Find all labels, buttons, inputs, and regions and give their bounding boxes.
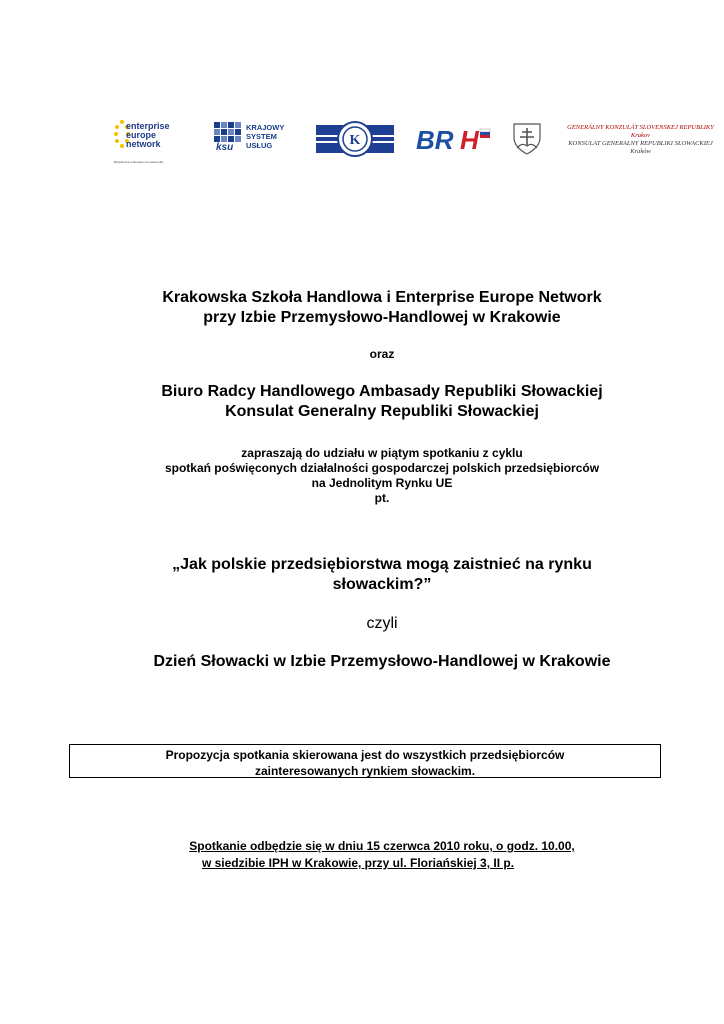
heading-line4: Konsulat Generalny Republiki Słowackiej bbox=[225, 403, 539, 420]
box-line2: zainteresowanych rynkiem słowackim. bbox=[254, 764, 476, 778]
svg-text:K: K bbox=[349, 133, 361, 148]
slovak-day-heading: Dzień Słowacki w Izbie Przemysłowo-Handlowej w Krakowie bbox=[153, 653, 611, 670]
brh-logo-graphic bbox=[416, 125, 492, 155]
ksu-name bbox=[246, 123, 284, 150]
ksu-abbr: ksu bbox=[216, 142, 234, 153]
proposal-box bbox=[69, 744, 661, 778]
ksu-squares-icon bbox=[214, 122, 242, 142]
ksu-line3: USŁUG bbox=[246, 141, 273, 150]
event-title bbox=[40, 555, 724, 595]
meeting-line2: w siedzibie IPH w Krakowie, przy ul. Floriańskiej 3, II p. bbox=[201, 856, 515, 870]
brh-logo bbox=[416, 125, 492, 155]
invite-line4: pt. bbox=[374, 491, 390, 505]
svg-text:BR: BR bbox=[416, 125, 454, 155]
invite-line1: zapraszają do udziału w piątym spotkaniu z cyklu bbox=[241, 446, 523, 460]
heading-line3: Biuro Radcy Handlowego Ambasady Republiki Słowackiej bbox=[161, 383, 603, 400]
een-logo-text bbox=[126, 122, 170, 149]
een-line2: europe bbox=[126, 130, 157, 140]
ksu-logo bbox=[214, 122, 294, 154]
meeting-line1: Spotkanie odbędzie się w dniu 15 czerwca 2010 roku, o godz. 10.00, bbox=[189, 839, 575, 853]
invite-line2: spotkań poświęconych działalności gospodarczej polskich przedsiębiorców bbox=[164, 461, 600, 475]
ksu-line2: SYSTEM bbox=[246, 132, 277, 141]
invitation-text bbox=[40, 446, 724, 506]
consul-line1: GENERÁLNY KONZULÁT SLOVENSKEJ REPUBLIKY bbox=[567, 124, 714, 131]
title-line2: słowackim?” bbox=[332, 576, 432, 593]
een-line3: network bbox=[126, 139, 161, 149]
co-organizer-heading bbox=[40, 382, 724, 422]
title-line1: „Jak polskie przedsiębiorstwa mogą zaistnieć na rynku bbox=[172, 556, 592, 573]
box-line1: Propozycja spotkania skierowana jest do wszystkich przedsiębiorców bbox=[165, 748, 565, 762]
heading-line2: przy Izbie Przemysłowo-Handlowej w Krakowie bbox=[203, 309, 561, 326]
slovak-coat-of-arms bbox=[512, 122, 542, 156]
consul-line3: KONSULAT GENERALNY REPUBLIKI SŁOWACKIEJ bbox=[568, 140, 713, 147]
een-line1: enterprise bbox=[126, 121, 170, 131]
enterprise-europe-network-logo bbox=[112, 116, 172, 166]
invite-line3: na Jednolitym Rynku UE bbox=[311, 476, 453, 490]
coat-of-arms-icon bbox=[512, 122, 542, 156]
meeting-details bbox=[40, 838, 724, 872]
organizer-heading bbox=[40, 288, 724, 328]
heading-line1: Krakowska Szkoła Handlowa i Enterprise Europe Network bbox=[162, 289, 602, 306]
een-tagline: Bezpieczne w Europie za nasza tylko bbox=[114, 160, 164, 164]
oraz-text: oraz bbox=[369, 347, 395, 361]
consulate-header bbox=[553, 124, 724, 156]
czyli-text: czyli bbox=[366, 615, 398, 632]
krakow-school-emblem-icon bbox=[316, 121, 394, 157]
svg-text:H: H bbox=[460, 125, 479, 155]
krakow-school-logo bbox=[316, 121, 394, 157]
ksu-line1: KRAJOWY bbox=[246, 123, 285, 132]
consul-line2: Krakov bbox=[630, 132, 651, 139]
consul-line4: Kraków bbox=[630, 148, 651, 155]
